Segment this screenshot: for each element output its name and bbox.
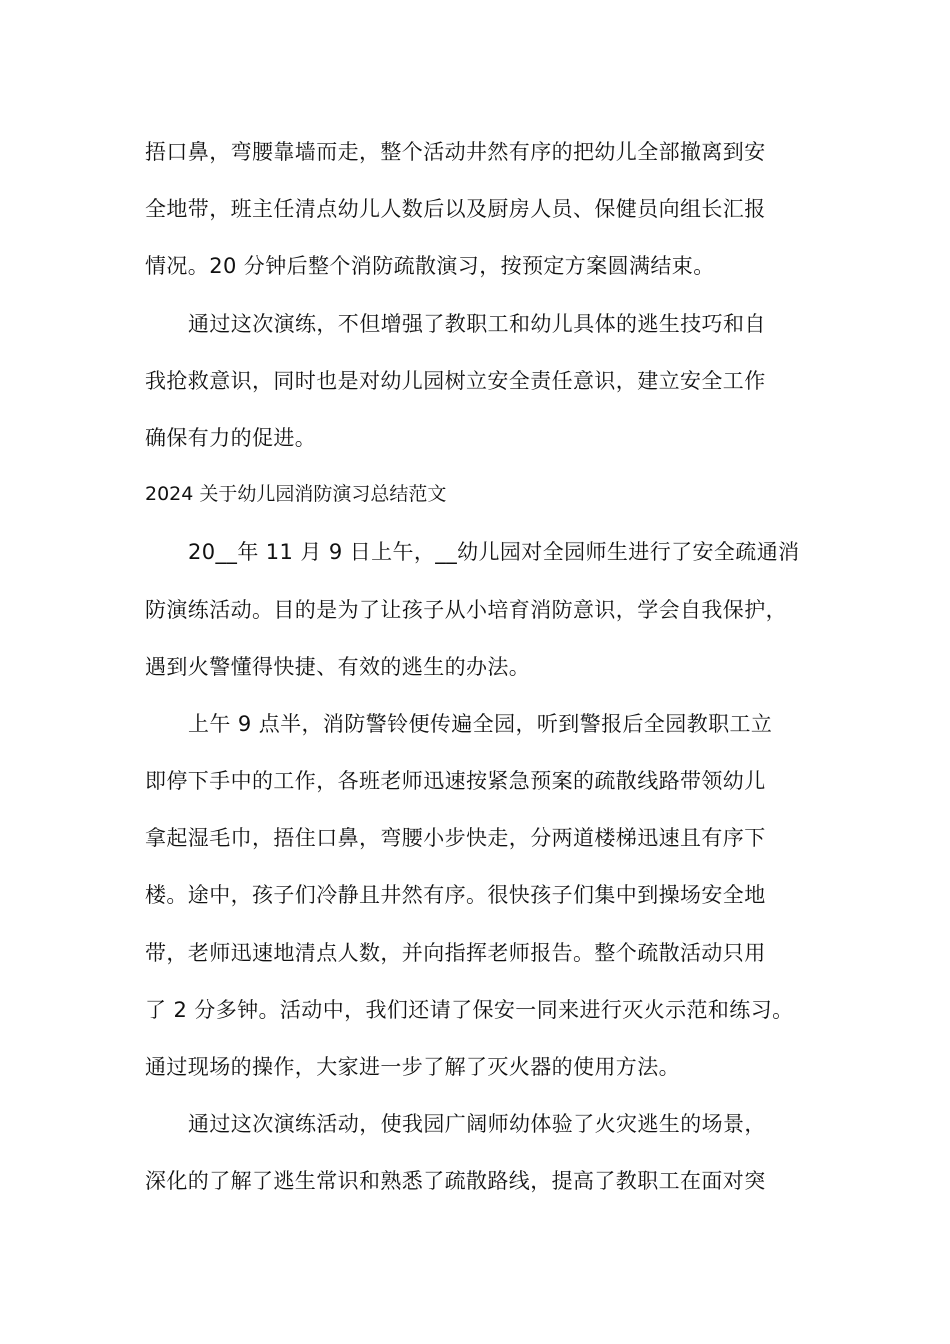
paragraph-3-line-2: 防演练活动。目的是为了让孩子从小培育消防意识，学会自我保护， (145, 598, 787, 622)
paragraph-1-line-1: 捂口鼻，弯腰靠墙而走，整个活动井然有序的把幼儿全部撤离到安 (145, 140, 766, 164)
paragraph-4-line-5: 带，老师迅速地清点人数，并向指挥老师报告。整个疏散活动只用 (145, 941, 766, 965)
section-heading: 2024 关于幼儿园消防演习总结范文 (145, 483, 447, 505)
paragraph-2-line-2: 我抢救意识，同时也是对幼儿园树立安全责任意识，建立安全工作 (145, 369, 766, 393)
paragraph-1-line-3: 情况。20 分钟后整个消防疏散演习，按预定方案圆满结束。 (145, 254, 715, 278)
paragraph-4-line-1: 上午 9 点半，消防警铃便传遍全园，听到警报后全园教职工立 (188, 712, 773, 736)
paragraph-2-line-1: 通过这次演练，不但增强了教职工和幼儿具体的逃生技巧和自 (188, 312, 766, 336)
paragraph-5-line-1: 通过这次演练活动，使我园广阔师幼体验了火灾逃生的场景， (188, 1112, 766, 1136)
paragraph-5-line-2: 深化的了解了逃生常识和熟悉了疏散路线，提高了教职工在面对突 (145, 1169, 766, 1193)
paragraph-4-line-6: 了 2 分多钟。活动中，我们还请了保安一同来进行灭火示范和练习。 (145, 998, 794, 1022)
paragraph-3-line-3: 遇到火警懂得快捷、有效的逃生的办法。 (145, 655, 531, 679)
paragraph-2-line-3: 确保有力的促进。 (145, 426, 317, 450)
paragraph-1-line-2: 全地带，班主任清点幼儿人数后以及厨房人员、保健员向组长汇报 (145, 197, 766, 221)
paragraph-3-line-1: 20__年 11 月 9 日上午，__幼儿园对全园师生进行了安全疏通消 (188, 540, 800, 564)
paragraph-4-line-2: 即停下手中的工作，各班老师迅速按紧急预案的疏散线路带领幼儿 (145, 769, 766, 793)
paragraph-4-line-3: 拿起湿毛巾，捂住口鼻，弯腰小步快走，分两道楼梯迅速且有序下 (145, 826, 766, 850)
paragraph-4-line-7: 通过现场的操作，大家进一步了解了灭火器的使用方法。 (145, 1055, 680, 1079)
paragraph-4-line-4: 楼。途中，孩子们冷静且井然有序。很快孩子们集中到操场安全地 (145, 883, 766, 907)
